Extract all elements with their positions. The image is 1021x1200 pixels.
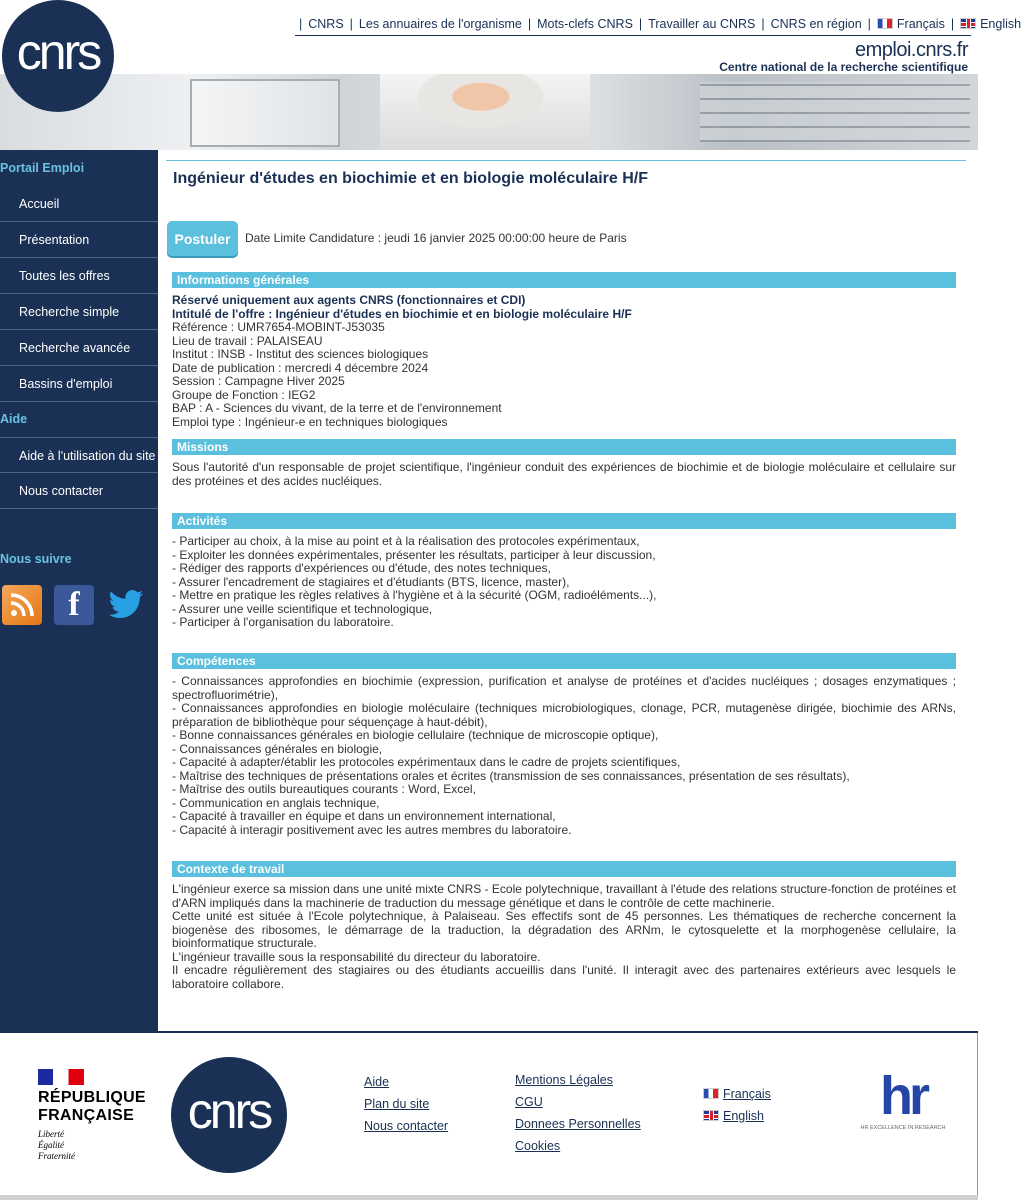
section-missions	[172, 439, 956, 488]
list-item: - Exploiter les données expérimentales, présenter les résultats, participer à leur discussion,	[172, 547, 656, 562]
info-line: Date de publication : mercredi 4 décembre 2024	[172, 360, 429, 375]
sidebar-item-recherche-avancee[interactable]: Recherche avancée	[0, 330, 158, 366]
context-paragraph: Cette unité est située à l'Ecole polytechnique, à Palaiseau. Ses effectifs sont de 45 personnes. Les thématiques de recherche concernent la biogenèse des ribosomes, le démarrage de la traduction, la dégradation des ARNm, le cytosquelette et la morphogenèse cellulaire, la bioinformatique structurale.	[172, 909, 956, 950]
list-item: - Maîtrise des outils bureautiques courants : Word, Excel,	[172, 782, 476, 796]
missions-text: Sous l'autorité d'un responsable de projet scientifique, l'ingénieur conduit des expériences de biochimie et de biologie moléculaire et cellulaire sur des protéines et des acides nucléiques.	[172, 460, 956, 488]
reserved-notice: Réservé uniquement aux agents CNRS (fonctionnaires et CDI)	[172, 293, 526, 307]
info-line: Emploi type : Ingénieur-e en techniques biologiques	[172, 414, 448, 429]
nav-separator: |	[349, 17, 353, 31]
info-line: Institut : INSB - Institut des sciences biologiques	[172, 347, 429, 361]
nav-lang-fr[interactable]	[877, 17, 945, 31]
nav-separator: |	[527, 17, 532, 31]
sidebar-item-toutes-offres[interactable]: Toutes les offres	[0, 258, 158, 294]
french-flag-icon	[703, 1088, 719, 1099]
hr-caption: HR EXCELLENCE IN RESEARCH	[860, 1125, 946, 1131]
motto-line: Égalité	[38, 1140, 64, 1150]
section-body	[172, 529, 956, 630]
site-title	[719, 40, 968, 74]
sidebar-item-presentation[interactable]: Présentation	[0, 222, 158, 258]
top-nav-underline	[295, 35, 971, 36]
list-item: - Assurer l'encadrement de stagiaires et d'étudiants (BTS, licence, master),	[172, 574, 570, 589]
footer-links-legal	[515, 1069, 641, 1157]
nav-separator: |	[638, 17, 643, 31]
sidebar-item-contact[interactable]: Nous contacter	[0, 473, 158, 509]
top-nav	[293, 17, 1021, 31]
sidebar-item-bassins[interactable]: Bassins d'emploi	[0, 366, 158, 402]
sidebar-heading-aide: Aide	[0, 412, 28, 426]
list-item: - Capacité à interagir positivement avec les autres membres du laboratoire.	[172, 822, 572, 837]
footer-link-aide[interactable]: Aide	[364, 1075, 390, 1089]
lang-fr-label: Français	[723, 1087, 771, 1101]
lang-en-label: English	[980, 17, 1021, 31]
banner-glass	[190, 79, 340, 147]
nav-separator: |	[761, 17, 765, 31]
motto-line: Fraternité	[38, 1151, 75, 1161]
context-paragraph: L'ingénieur travaille sous la responsabilité du directeur du laboratoire.	[172, 949, 541, 964]
nav-link-travailler[interactable]: Travailler au CNRS	[648, 17, 756, 31]
footer-link-donnees[interactable]: Donnees Personnelles	[515, 1117, 641, 1131]
sidebar-heading-suivre: Nous suivre	[0, 552, 72, 566]
lang-en-label: English	[723, 1109, 764, 1123]
context-paragraph: L'ingénieur exerce sa mission dans une unité mixte CNRS - Ecole polytechnique, travaillant à l'étude des relations structure-fonction de protéines et d'ARN impliqués dans la machinerie de traduction du message génétique et dans le contrôle de cette machinerie.	[172, 882, 956, 910]
list-item: - Capacité à travailler en équipe et dans un environnement international,	[172, 809, 556, 823]
nav-separator: |	[950, 17, 955, 31]
section-heading: Contexte de travail	[172, 861, 956, 877]
list-item: - Participer à l'organisation du laboratoire.	[172, 615, 394, 629]
section-activities	[172, 513, 956, 630]
nav-lang-en[interactable]	[960, 17, 1021, 31]
nav-link-mots-clefs[interactable]: Mots-clefs CNRS	[537, 17, 633, 31]
offer-title: Intitulé de l'offre : Ingénieur d'études en biochimie et en biologie moléculaire H/F	[172, 306, 632, 321]
list-item: - Maîtrise des techniques de présentations orales et écrites (transmission de ses connaissances, présentation de ses résultats),	[172, 768, 850, 783]
site-footer	[0, 1033, 978, 1200]
rf-title-line-1: RÉPUBLIQUE	[38, 1089, 146, 1106]
list-item: - Connaissances approfondies en biochimie (expression, purification et analyse de protéines et d'acides nucléiques ; dosages enzymatiques ; spectrofluorimétrie),	[172, 674, 956, 702]
footer-cnrs-logo[interactable]	[171, 1057, 287, 1173]
section-body	[172, 288, 956, 429]
site-domain: emploi.cnrs.fr	[854, 39, 968, 61]
site-subtitle: Centre national de la recherche scientifique	[719, 60, 968, 74]
section-general-info	[172, 272, 956, 429]
sidebar-item-recherche-simple[interactable]: Recherche simple	[0, 294, 158, 330]
banner-shelf	[700, 82, 970, 142]
nav-separator: |	[299, 17, 303, 31]
nav-link-cnrs[interactable]: CNRS	[308, 17, 344, 31]
footer-link-cgu[interactable]: CGU	[515, 1095, 543, 1109]
section-heading: Activités	[172, 513, 956, 529]
sidebar-item-accueil[interactable]: Accueil	[0, 186, 158, 222]
motto-line: Liberté	[38, 1129, 64, 1139]
section-skills	[172, 653, 956, 837]
section-heading: Informations générales	[172, 272, 956, 288]
marianne-icon	[38, 1069, 84, 1085]
list-item: - Connaissances approfondies en biologie moléculaire (techniques microbiologiques, clonage, PCR, mutagenèse dirigée, biochimie des ARNs, préparation de bibliothèque pour séquençage à haut-débit),	[172, 701, 956, 729]
footer-link-plan[interactable]: Plan du site	[364, 1097, 430, 1111]
info-line: Session : Campagne Hiver 2025	[172, 374, 345, 388]
uk-flag-icon	[960, 18, 976, 29]
logo-text: cnrs	[16, 24, 100, 80]
application-deadline: Date Limite Candidature : jeudi 16 janvier 2025 00:00:00 heure de Paris	[245, 231, 627, 245]
hr-excellence-logo[interactable]	[858, 1066, 948, 1149]
sidebar	[0, 150, 158, 1032]
section-body	[172, 669, 956, 837]
nav-separator: |	[867, 17, 871, 31]
sidebar-item-aide-utilisation[interactable]: Aide à l'utilisation du site	[0, 437, 158, 473]
list-item: - Participer au choix, à la mise au point et à la réalisation des protocoles expérimentaux,	[172, 534, 640, 548]
logo-text: cnrs	[187, 1083, 271, 1139]
rf-title-line-2: FRANÇAISE	[38, 1107, 135, 1124]
list-item: - Assurer une veille scientifique et technologique,	[172, 601, 433, 616]
context-paragraph: Il encadre régulièrement des stagiaires ou des étudiants accueillis dans l'unité. Il interagit avec des partenaires extérieurs avec lesquels le laboratoire collabore.	[172, 963, 956, 991]
header-banner-photo	[0, 74, 978, 150]
uk-flag-icon	[703, 1110, 719, 1121]
french-flag-icon	[877, 18, 893, 29]
cnrs-logo[interactable]	[2, 0, 114, 112]
social-links	[0, 585, 158, 625]
facebook-icon[interactable]: f	[54, 585, 94, 625]
title-separator	[166, 160, 966, 161]
list-item: - Bonne connaissances générales en biologie cellulaire (technique de microscopie optique),	[172, 728, 659, 742]
list-item: - Rédiger des rapports d'expériences ou d'étude, des notes techniques,	[172, 561, 551, 575]
section-context	[172, 861, 956, 991]
page-title: Ingénieur d'études en biochimie et en biologie moléculaire H/F	[173, 170, 648, 187]
nav-link-region[interactable]: CNRS en région	[770, 17, 862, 31]
list-item: - Capacité à adapter/établir les protocoles expérimentaux dans le cadre de projets scientifiques,	[172, 755, 681, 769]
footer-link-mentions[interactable]: Mentions Légales	[515, 1073, 613, 1087]
list-item: - Mettre en pratique les règles relatives à l'hygiène et à la sécurité (OGM, radioéléments...),	[172, 588, 657, 602]
rf-motto	[38, 1129, 158, 1162]
info-line: Référence : UMR7654-MOBINT-J53035	[172, 320, 385, 334]
site-header	[0, 0, 1021, 150]
rss-icon[interactable]	[2, 585, 42, 625]
footer-lang-fr[interactable]	[703, 1083, 771, 1105]
apply-button[interactable]: Postuler	[167, 221, 238, 256]
info-line: BAP : A - Sciences du vivant, de la terre et de l'environnement	[172, 401, 502, 415]
section-heading: Compétences	[172, 653, 956, 669]
bottom-border	[0, 1195, 978, 1200]
footer-link-contact[interactable]: Nous contacter	[364, 1119, 449, 1133]
banner-person	[380, 74, 590, 150]
footer-lang-en[interactable]	[703, 1105, 771, 1127]
twitter-icon[interactable]	[106, 585, 146, 625]
footer-links-help	[364, 1071, 448, 1137]
info-line: Groupe de Fonction : IEG2	[172, 387, 316, 402]
nav-link-annuaires[interactable]: Les annuaires de l'organisme	[358, 17, 522, 31]
info-line: Lieu de travail : PALAISEAU	[172, 333, 323, 348]
hr-letters: hr	[880, 1066, 926, 1126]
section-heading: Missions	[172, 439, 956, 455]
list-item: - Communication en anglais technique,	[172, 795, 380, 810]
footer-lang-links	[703, 1083, 771, 1127]
footer-link-cookies[interactable]: Cookies	[515, 1139, 561, 1153]
sidebar-heading-portal: Portail Emploi	[0, 161, 85, 175]
section-body	[172, 877, 956, 991]
lang-fr-label: Français	[896, 17, 945, 31]
list-item: - Connaissances générales en biologie,	[172, 741, 383, 756]
republique-francaise-logo[interactable]	[38, 1069, 158, 1162]
